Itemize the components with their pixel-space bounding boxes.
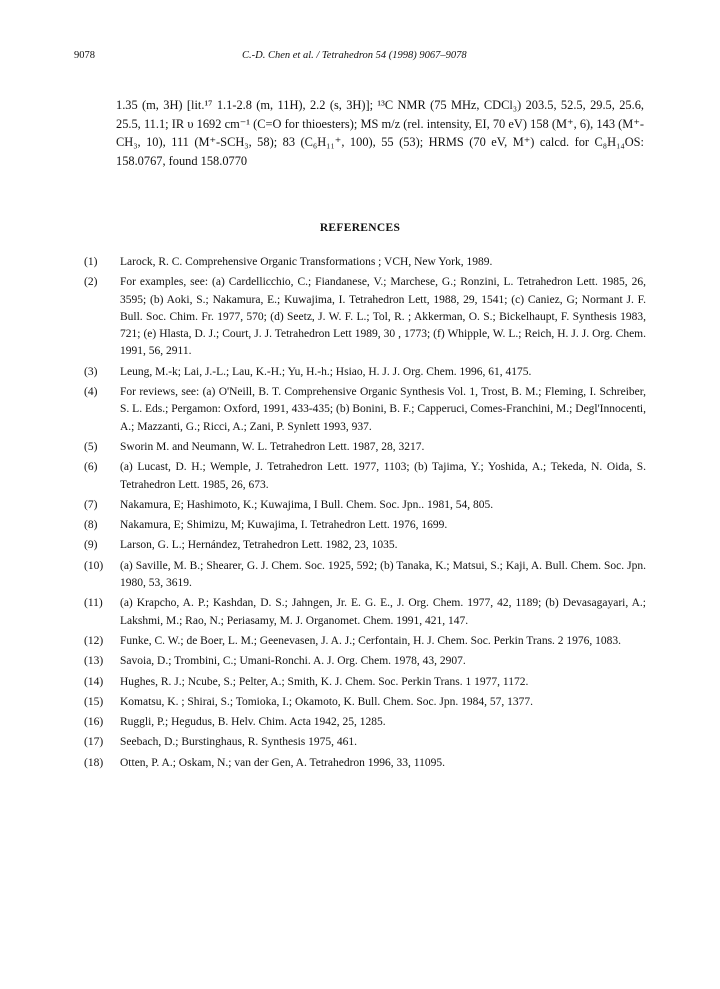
reference-number: (3) <box>84 365 98 378</box>
reference-number: (16) <box>84 716 104 729</box>
reference-item-6 <box>84 459 646 494</box>
reference-text: Sworin M. and Neumann, W. L. Tetrahedron Lett. 1987, 28, 3217. <box>120 440 425 453</box>
reference-text: For reviews, see: (a) O'Neill, B. T. Comprehensive Organic Synthesis Vol. 1, Trost, B. M.; Fleming, I. Schreiber, S. L. Eds.; Pergamon: Oxford, 1991, 433-435; (b) Bonini, B. F.; Capperuci, Comes-Franchini, M.; Degl'Innocenti, A.; Mazzanti, G.; Ricci, A.; Zani, P. Synlett 1993, 937. <box>120 386 646 433</box>
reference-number: (5) <box>84 440 98 453</box>
reference-text: Komatsu, K. ; Shirai, S.; Tomioka, I.; Okamoto, K. Bull. Chem. Soc. Jpn. 1984, 57, 1377. <box>120 695 533 708</box>
reference-item-17 <box>84 734 646 751</box>
reference-item-11 <box>84 595 646 630</box>
reference-number: (2) <box>84 276 98 289</box>
reference-item-9 <box>84 537 646 554</box>
reference-text: Nakamura, E; Hashimoto, K.; Kuwajima, I Bull. Chem. Soc. Jpn.. 1981, 54, 805. <box>120 498 494 511</box>
reference-text: Larson, G. L.; Hernández, Tetrahedron Lett. 1982, 23, 1035. <box>120 539 398 552</box>
reference-text: Seebach, D.; Burstinghaus, R. Synthesis 1975, 461. <box>120 736 358 749</box>
reference-number: (11) <box>84 597 103 610</box>
reference-text: Otten, P. A.; Oskam, N.; van der Gen, A. Tetrahedron 1996, 33, 11095. <box>120 756 445 769</box>
reference-number: (8) <box>84 519 98 532</box>
reference-text: (a) Krapcho, A. P.; Kashdan, D. S.; Jahngen, Jr. E. G. E., J. Org. Chem. 1977, 42, 1189; (b) Devasagayari, A.; Lakshmi, M.; Rao, N.; Periasamy, M. J. Organomet. Chem. 1991, 421, 147. <box>120 597 646 627</box>
body-continuation <box>116 96 644 171</box>
experimental-paragraph: 1.35 (m, 3H) [lit.¹⁷ 1.1-2.8 (m, 11H), 2.2 (s, 3H)]; ¹³C NMR (75 MHz, CDCl₃) 203.5, 52.5, 29.5, 25.6, 25.5, 11.1; IR υ 1692 cm⁻¹ (C=O for thioesters); MS m/z (rel. intensity, EI, 70 eV) 158 (M⁺, 6), 143 (M⁺-CH₃, 10), 111 (M⁺-SCH₃, 58); 83 (C₆H₁₁⁺, 100), 55 (53); HRMS (70 eV, M⁺) calcd. for C₈H₁₄OS: 158.0767, found 158.0770 <box>116 98 644 169</box>
reference-text: (a) Saville, M. B.; Shearer, G. J. Chem. Soc. 1925, 592; (b) Tanaka, K.; Matsui, S.; Kaji, A. Bull. Chem. Soc. Jpn. 1980, 53, 3619. <box>120 559 646 590</box>
reference-text: Savoia, D.; Trombini, C.; Umani-Ronchi. A. J. Org. Chem. 1978, 43, 2907. <box>120 655 466 668</box>
reference-item-1 <box>84 254 646 271</box>
reference-item-5 <box>84 439 646 456</box>
reference-item-13 <box>84 653 646 670</box>
reference-item-2 <box>84 274 646 360</box>
references-heading: REFERENCES <box>319 222 401 234</box>
reference-item-10 <box>84 558 646 593</box>
reference-item-12 <box>84 633 646 650</box>
reference-item-14 <box>84 674 646 691</box>
reference-text: Hughes, R. J.; Ncube, S.; Pelter, A.; Smith, K. J. Chem. Soc. Perkin Trans. 1 1977, 1172. <box>120 675 529 688</box>
reference-item-3 <box>84 364 646 381</box>
reference-text: For examples, see: (a) Cardellicchio, C.; Fiandanese, V.; Marchese, G.; Ronzini, L. Tetrahedron Lett. 1985, 26, 3595; (b) Aoki, S.; Nakamura, E.; Kuwajima, I. Tetrahedron Lett, 1988, 29, 1541; (c) Caniez, G; Normant J. F. Bull. Soc. Chim. Fr. 1977, 570; (d) Seetz, J. W. F. L.; Tol, R. ; Akkerman, O. S.; Bickelhaupt, F. Synthesis 1983, 721; (e) Hlasta, D. J.; Court, J. J. Tetrahedron Lett 1989, 30 , 1773; (f) Whipple, W. L.; Reich, H. J. J. Org. Chem. 1991, 56, 2911. <box>120 276 646 358</box>
reference-number: (10) <box>84 559 104 572</box>
reference-number: (1) <box>84 256 98 268</box>
reference-item-15 <box>84 694 646 711</box>
reference-number: (7) <box>84 498 98 511</box>
reference-text: Larock, R. C. Comprehensive Organic Transformations ; VCH, New York, 1989. <box>120 256 493 268</box>
reference-text: Nakamura, E; Shimizu, M; Kuwajima, I. Tetrahedron Lett. 1976, 1699. <box>120 519 448 532</box>
reference-text: Leung, M.-k; Lai, J.-L.; Lau, K.-H.; Yu, H.-h.; Hsiao, H. J. J. Org. Chem. 1996, 61, 4175. <box>120 365 532 378</box>
reference-text: (a) Lucast, D. H.; Wemple, J. Tetrahedron Lett. 1977, 1103; (b) Tajima, Y.; Yoshida, A.; Tekeda, N. Oida, S. Tetrahedron Lett. 1985, 26, 673. <box>120 461 646 491</box>
reference-number: (9) <box>84 539 98 552</box>
reference-number: (6) <box>84 461 98 474</box>
reference-item-16 <box>84 714 646 731</box>
reference-item-7 <box>84 497 646 514</box>
reference-number: (14) <box>84 675 104 688</box>
reference-item-8 <box>84 517 646 534</box>
reference-number: (18) <box>84 756 104 769</box>
reference-item-18 <box>84 755 646 772</box>
running-head: C.-D. Chen et al. / Tetrahedron 54 (1998) 9067–9078 <box>242 50 467 61</box>
reference-number: (17) <box>84 736 104 749</box>
reference-text: Funke, C. W.; de Boer, L. M.; Geenevasen, J. A. J.; Cerfontain, H. J. Chem. Soc. Perkin Trans. 2 1976, 1083. <box>120 634 622 647</box>
reference-number: (13) <box>84 655 104 668</box>
reference-number: (15) <box>84 695 104 708</box>
reference-list <box>84 254 646 775</box>
reference-text: Ruggli, P.; Hegudus, B. Helv. Chim. Acta 1942, 25, 1285. <box>120 716 386 729</box>
page-header <box>74 50 664 68</box>
reference-item-4 <box>84 384 646 436</box>
reference-number: (12) <box>84 634 104 647</box>
page-number: 9078 <box>74 50 95 61</box>
reference-number: (4) <box>84 386 98 399</box>
